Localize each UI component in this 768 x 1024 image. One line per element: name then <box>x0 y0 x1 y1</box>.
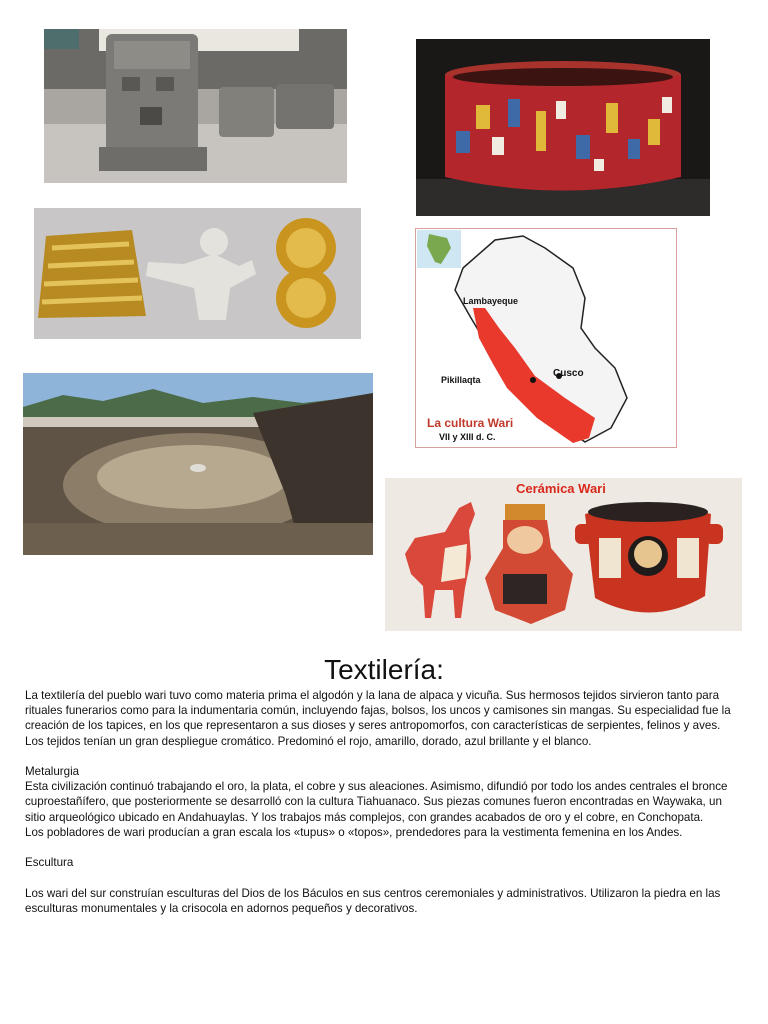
metal-artifacts-photo <box>34 208 361 339</box>
map-label-pikillaqta: Pikillaqta <box>441 375 481 385</box>
paragraph-textil-1: La textilería del pueblo wari tuvo como materia prima el algodón y la lana de alpaca y vicuña. Sus hermosos tejidos sirvieron tanto para rituales funerarios como para la indumentaria común, incluyendo fajas, bolsos, los uncos y camisones sin mangas. Su especialidad fue la creación de los tapices, en los que representaron a sus dioses y seres antropomorfos, con características de serpientes, felinos y aves. <box>25 689 731 733</box>
stone-sculpture-photo <box>44 29 347 183</box>
map-label-cusco: Cusco <box>553 368 584 379</box>
map-label-lambayeque: Lambayeque <box>463 296 519 306</box>
ceramics-title: Cerámica Wari <box>516 481 606 496</box>
paragraph-metal-1: Esta civilización continuó trabajando el oro, la plata, el cobre y sus aleaciones. Asimismo, difundió por todo los andes centrales el bronce cuproestañífero, que posteriormente se desarrolló con la cultura Tiahuanaco. Sus piezas comunes fueron encontradas en Waywaka, un sitio arqueológico ubicado en Andahuaylas. Y los trabajos más complejos, con grandes acabados de oro y el cobre, en Conchopata. <box>25 780 728 824</box>
paragraph-textil-2: Los tejidos tenían un gran despliegue cromático. Predominó el rojo, amarillo, dorado, azul brillante y el blanco. <box>25 734 592 748</box>
archaeological-site-photo <box>23 373 373 555</box>
textile-band-photo <box>416 39 710 216</box>
paragraph-escultura-1: Los wari del sur construían esculturas del Dios de los Báculos en sus centros ceremoniales y administrativos. Utilizaron la piedra en las esculturas monumentales y la crisocola en adornos pequeños y decorativos. <box>25 886 721 915</box>
body-text <box>25 688 740 916</box>
section-title-escultura: Escultura <box>25 856 74 870</box>
page-heading: Textilería: <box>324 654 444 685</box>
section-title-metalurgia: Metalurgia <box>25 765 80 778</box>
wari-ceramics-photo <box>385 478 742 631</box>
wari-map <box>415 228 677 448</box>
map-title: La cultura Wari <box>427 416 514 430</box>
paragraph-metal-2: Los pobladores de wari producían a gran escala los «tupus» o «topos», prendedores para la vestimenta femenina en los Andes. <box>25 825 683 839</box>
map-subtitle: VII y XIII d. C. <box>439 432 496 442</box>
